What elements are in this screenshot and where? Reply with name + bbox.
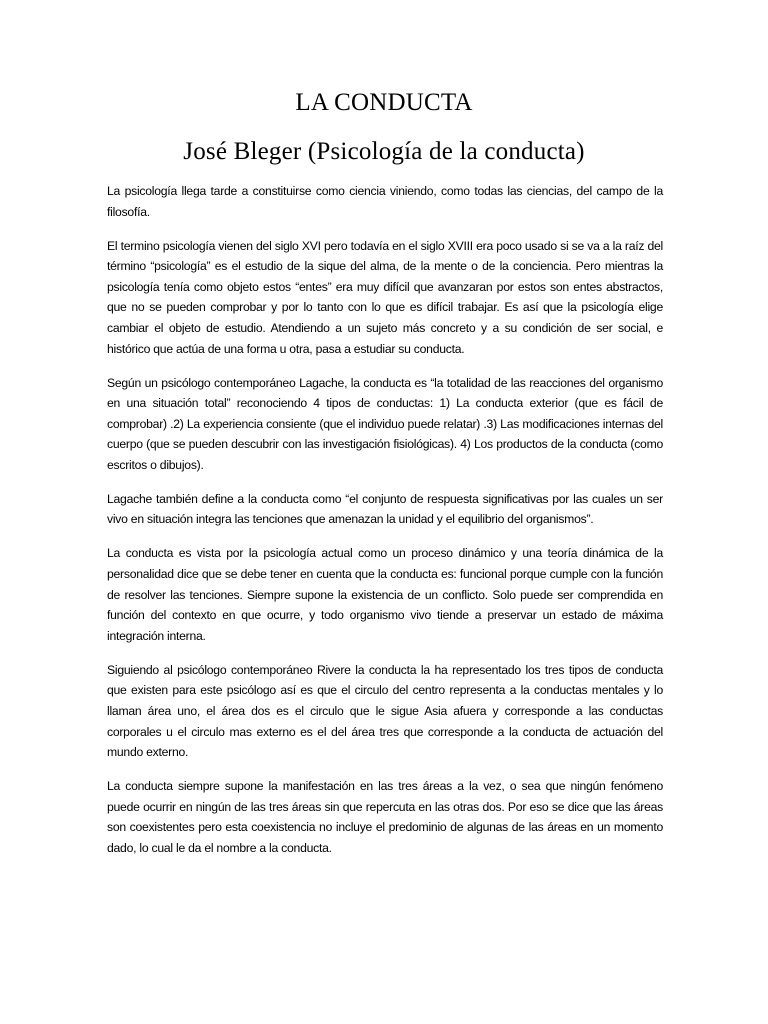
- paragraph-5: La conducta es vista por la psicología actual como un proceso dinámico y una teoría dinámica de la personalidad dice que se debe tener en cuenta que la conducta es: funcional porque cumple con la función de resolver las tenciones. Siempre supone la existencia de un conflicto. Solo puede ser comprendida en función del contexto en que ocurre, y todo organismo vivo tiende a preservar un estado de máxima integración interna.: [107, 546, 663, 643]
- document-body: [107, 181, 663, 872]
- paragraph-3: Según un psicólogo contemporáneo Lagache, la conducta es “la totalidad de las reacciones del organismo en una situación total” reconociendo 4 tipos de conductas: 1) La conducta exterior (que es fácil de comprobar) .2) La experiencia consiente (que el individuo puede relatar) .3) Las modificaciones internas del cuerpo (que se pueden descubrir con las investigación fisiológicas). 4) Los productos de la conducta (como escritos o dibujos).: [107, 375, 663, 472]
- paragraph-4: Lagache también define a la conducta como “el conjunto de respuesta significativas por las cuales un ser vivo en situación integra las tenciones que amenazan la unidad y el equilibrio del organismos”.: [107, 491, 663, 527]
- paragraph-1: La psicología llega tarde a constituirse como ciencia viniendo, como todas las ciencias, del campo de la filosofía.: [107, 184, 663, 219]
- paragraph-6: Siguiendo al psicólogo contemporáneo Rivere la conducta la ha representado los tres tipos de conducta que existen para este psicólogo así es que el circulo del centro representa a la conductas mentales y lo llaman área uno, el área dos es el circulo que le sigue Asia afuera y corresponde a las conductas corporales u el circulo mas externo es el del área tres que corresponde a la conducta de actuación del mundo externo.: [107, 662, 663, 760]
- document-subtitle: José Bleger (Psicología de la conducta): [183, 138, 585, 165]
- document-title: LA CONDUCTA: [295, 89, 473, 116]
- paragraph-2: El termino psicología vienen del siglo XVI pero todavía en el siglo XVIII era poco usado si se va a la raíz del término “psicología” es el estudio de la sique del alma, de la mente o de la conciencia. Pero mientras la psicología tenía como objeto estos “entes” era muy difícil que avanzaran por estos son entes abstractos, que no se pueden comprobar y por lo tanto con lo que es difícil trabajar. Es así que la psicología elige cambiar el objeto de estudio. Atendiendo a un sujeto más concreto y a su condición de ser social, e histórico que actúa de una forma u otra, pasa a estudiar su conducta.: [107, 238, 663, 356]
- paragraph-7: La conducta siempre supone la manifestación en las tres áreas a la vez, o sea que ningún fenómeno puede ocurrir en ningún de las tres áreas sin que repercuta en las otras dos. Por eso se dice que las áreas son coexistentes pero esta coexistencia no incluye el predominio de algunas de las áreas en un momento dado, lo cual le da el nombre a la conducta.: [107, 779, 663, 855]
